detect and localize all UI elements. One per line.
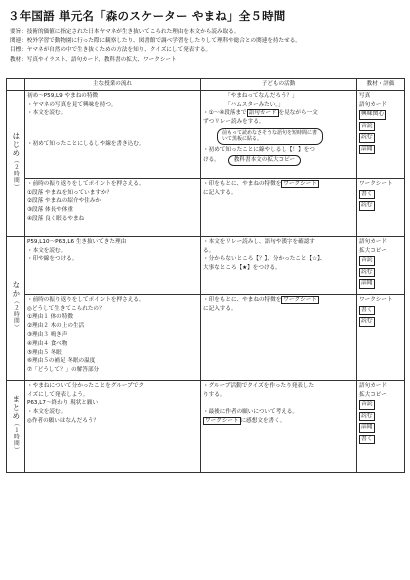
activity-line: ・分からないところ【？】、分かったこと【☆】、 [203,256,326,263]
activity-line: に記入する。 [203,189,237,196]
eval-stamp: 書く [359,306,375,316]
flow-line: ⑥理由５の補足 冬眠の温度 [27,358,96,365]
activity-line: ずつリレー読みをする。 [203,119,265,126]
flow-line: ・前時の振り返りをしてポイントを押さえる。 [27,180,145,187]
intro-block [10,28,405,65]
eval-stamp: 話聞 [359,423,375,433]
eval-item: 語句カード [359,238,387,245]
flow-cell [25,90,201,178]
eval-cell [357,90,405,178]
eval-cell [357,236,405,294]
flow-line: 初め～P59,L9 やまねの特徴 [27,92,99,99]
flow-line: ◎作者の願いはなんだろう？ [27,417,100,424]
eval-stamp: 書く [359,435,375,445]
flow-cell [25,380,201,472]
section-hours: （１時間） [12,420,19,454]
flow-line: ⑤理由５ 冬眠 [27,349,62,356]
word-card-label: 語句カード [248,110,277,117]
section-label: はじめ [11,132,21,158]
activity-line: ・本文をリレー読みし、語句や漢字を確認す [203,238,315,245]
activity-line: ける。 [203,156,220,163]
activity-line: ・印をもとに、やまねの特徴を [203,180,282,187]
activity-line: 大事なところ【★】をつける。 [203,265,281,272]
flow-line: ・本文を読む。 [27,110,67,117]
activity-line: 「ハムスターみたい。」 [225,101,284,108]
section-hajime [7,90,25,236]
eval-stamp: 読む [359,412,375,422]
intro-summary: 要旨：技術的価値に指定された日本ヤマネが生き抜いてこられた理由を本文から読み取る。 [10,29,240,35]
flow-line: ◎どうして生きてこられたの？ [27,305,105,312]
eval-cell [357,380,405,472]
table-row [7,294,405,380]
flow-line: ・本文を読む。 [27,409,67,416]
header-activity: 子どもの活動 [201,79,357,91]
header-flow: 主な授業の流れ [25,79,201,91]
eval-item: ワークシート [359,180,393,187]
flow-line: イズにして発表しよう。 [27,391,89,398]
activity-line: に記入する。 [203,305,237,312]
flow-line: ・初めて知ったことにしるしや線を書き込む。 [27,141,145,148]
table-header-row [7,79,405,91]
activity-line: に感想文を書く。 [240,418,286,425]
intro-goal: 目標：ヤマネが自然の中で生き抜くための方法を知り、クイズにして発表する。 [10,47,212,54]
activity-line: ・①～④段落まで [203,110,247,117]
activity-cell [201,380,357,472]
eval-stamp: 読む [359,201,375,211]
flow-cell [25,294,201,380]
teacher-note-bubble: 前もって読めなさそうな語句を短時間に書いて黒板に貼る。 [217,128,323,145]
worksheet-label: ワークシート [283,180,317,187]
flow-line: P59,L10～P63,L6 生き抜いてきた理由 [27,238,127,245]
enlarged-copy-label: 教科書本文の拡大コピー [228,155,301,166]
table-row [7,178,405,236]
page-title: ３年国語 単元名「森のスケーター やまね」全５時間 [8,9,286,23]
eval-stamp: 話聞 [359,279,375,289]
table-row [7,380,405,472]
flow-line: P63,L7～終わり 現状と願い [27,400,99,407]
eval-cell [357,294,405,380]
intro-relation: 関連：校外学習で動物園に行った際に観察したり、図書館で調べ学習をしたりして理科や総合との関連を持たせる。 [10,38,301,45]
flow-line: ・本文を読む。 [27,247,67,254]
eval-stamp: 話聞 [359,145,375,155]
flow-line: ②理由２ 木の上の生活 [27,323,85,330]
activity-line: ・最後に作者の願いについて考える。 [203,409,298,416]
eval-stamp: 読む [359,133,375,143]
flow-line: ④理由４ 食べ物 [27,340,68,347]
flow-line: ③段落 体長や体重 [27,207,73,214]
flow-line: ・ヤマネの写真を見て興味を持つ。 [27,101,117,108]
section-matome [7,380,25,472]
activity-line: ・グループ活動でクイズを作ったり発表した [203,382,315,389]
activity-line: りする。 [203,391,226,398]
activity-line: ・印をもとに、やまねの特徴を [203,296,282,303]
worksheet-label: ワークシート [205,418,239,425]
header-eval: 教材・評価 [357,79,405,91]
lesson-flow-table [6,78,405,473]
eval-stamp: 音読 [359,256,375,266]
eval-cell [357,178,405,236]
eval-stamp: 音読 [359,122,375,132]
eval-stamp: 読む [359,268,375,278]
table-row [7,236,405,294]
section-hours: （２時間） [12,157,19,191]
eval-stamp: 読む [359,317,375,327]
eval-item: 拡大コピー [359,391,387,398]
flow-line: ・前時の振り返りをしてポイントを押さえる。 [27,296,145,303]
activity-cell [201,236,357,294]
activity-line: る。 [203,247,215,254]
section-naka [7,236,25,380]
eval-stamp: 音読 [359,400,375,410]
flow-line: ・印や線をつける。 [27,256,78,263]
flow-line: ②段落 やまねの紹介や住みか [27,198,101,205]
eval-item: 語句カード [359,382,387,389]
intro-materials: 教材：写真やイラスト、語句カード、教科書の拡大、ワークシート [10,56,177,63]
activity-line: を見ながら一文 [278,110,318,117]
flow-line: ①理由１ 体の特徴 [27,314,73,321]
activity-cell [201,90,357,178]
activity-cell [201,178,357,236]
eval-stamp: 興味関心 [359,110,386,120]
flow-cell [25,236,201,294]
flow-line: ・やまねについて分かったことをグループでク [27,382,145,389]
activity-line: ・初めて知ったことに線やしるし【！】をつ [203,146,315,153]
header-blank [7,79,25,91]
table-row [7,90,405,178]
flow-cell [25,178,201,236]
flow-line: ①段落 やまねを知っていますか？ [27,189,113,196]
section-hours: （２時間） [12,298,19,332]
flow-line: ③理由３ 鳴き声 [27,331,68,338]
eval-item: 写真 [359,92,371,99]
eval-item: ワークシート [359,296,393,303]
flow-line: ⑦「どうして？」の解答部分 [27,367,100,374]
activity-line: 「やまねってなんだろう？」 [225,92,298,99]
eval-stamp: 書く [359,190,375,200]
worksheet-label: ワークシート [283,296,317,303]
flow-line: ④段落 良く眠るやまね [27,215,85,222]
eval-item: 語句カード [359,101,387,108]
activity-cell [201,294,357,380]
section-label: なか [11,281,21,299]
section-label: まとめ [11,395,21,421]
eval-item: 拡大コピー [359,247,387,254]
